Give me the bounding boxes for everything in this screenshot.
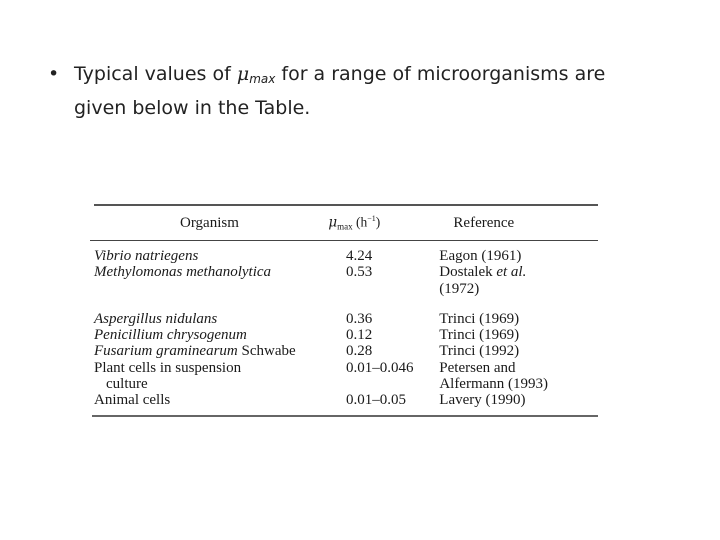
table-header-row [90, 206, 600, 240]
bullet-line-1: Typical values of $\mu_{max}$ for a range of microorganisms are [74, 63, 606, 86]
table-row: Aspergillus nidulans 0.36 Trinci (1969) [94, 310, 520, 327]
growth-rate-table [90, 204, 600, 417]
mu-symbol: μ [236, 63, 250, 85]
table-row: Plant cells in suspension 0.01–0.046 Petersen and [94, 359, 516, 376]
header-organism: Organism [180, 214, 239, 231]
table-row: Fusarium graminearum Schwabe 0.28 Trinci (1992) [94, 343, 520, 360]
header-mu-max: $\mu_{max}$ $(h^{-1})$ [328, 214, 381, 232]
bullet-text [48, 60, 688, 123]
bullet-point: • [48, 63, 60, 85]
table-bottom-rule [92, 415, 598, 417]
table-row: Penicillium chrysogenum 0.12 Trinci (1969) [94, 327, 520, 344]
table-row-continuation: culture Alfermann (1993) [106, 376, 549, 393]
table-body [90, 241, 600, 415]
table-row-continuation: (1972) [439, 280, 480, 297]
table-row: Vibrio natriegens 4.24 Eagon (1961) [94, 248, 522, 264]
bullet-line-2: given below in the Table. [74, 97, 311, 119]
table-row: Methylomonas methanolytica 0.53 Dostalek et al. [94, 264, 527, 281]
mu-subscript: max [249, 72, 276, 86]
header-reference: Reference [453, 214, 515, 231]
table-row: Animal cells 0.01–0.05 Lavery (1990) [94, 392, 526, 409]
